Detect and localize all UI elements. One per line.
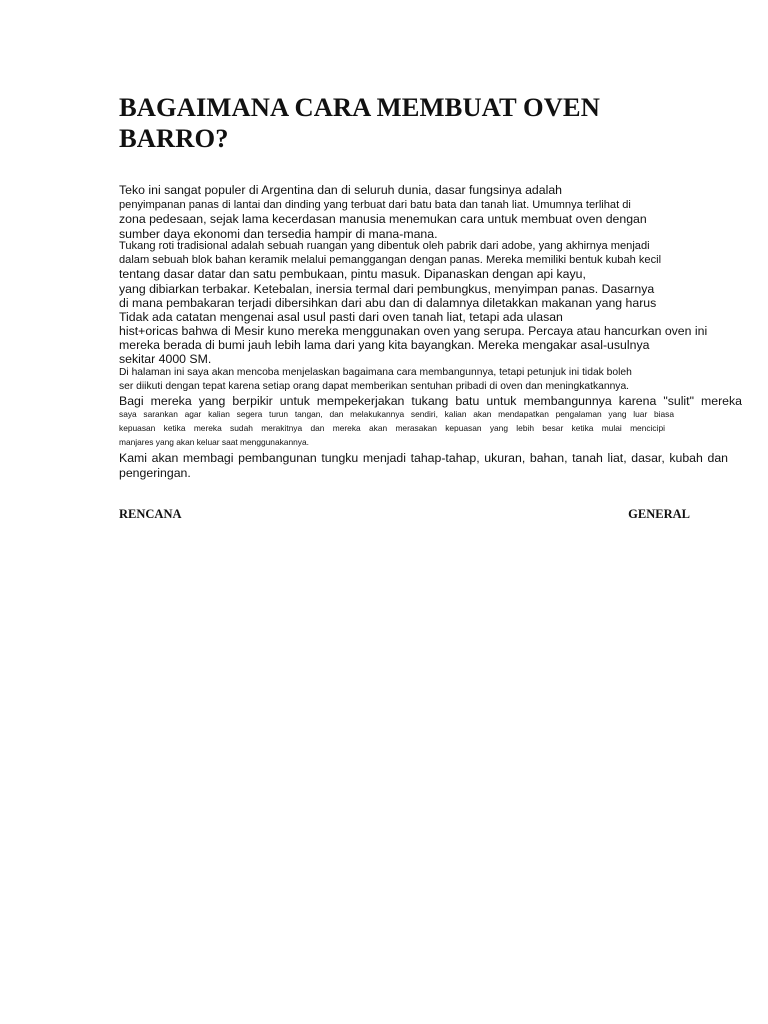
body-line: saya sarankan agar kalian segera turun tangan, dan melakukannya sendiri, kalian akan mendapatkan pengalaman yang luar biasa xyxy=(119,409,674,419)
section-heading-row xyxy=(119,507,690,521)
body-line: ser diikuti dengan tepat karena setiap orang dapat memberikan sentuhan pribadi di oven dan meningkatkannya. xyxy=(119,381,630,392)
body-line: dalam sebuah blok bahan keramik melalui pemanggangan dengan panas. Mereka memiliki bentuk kubah kecil xyxy=(119,254,662,266)
body-line: sekitar 4000 SM. xyxy=(119,352,212,366)
body-line: hist+oricas bahwa di Mesir kuno mereka menggunakan oven yang serupa. Percaya atau hancurkan oven ini xyxy=(119,324,708,338)
body-line: penyimpanan panas di lantai dan dinding yang terbuat dari batu bata dan tanah liat. Umumnya terlihat di xyxy=(119,199,631,211)
section-heading-left: RENCANA xyxy=(119,507,182,521)
section-heading-right: GENERAL xyxy=(628,507,690,521)
body-line: kepuasan ketika mereka sudah merakitnya dan mereka akan merasakan kepuasan yang lebih besar ketika mulai mencicipi xyxy=(119,423,665,433)
body-line: yang dibiarkan terbakar. Ketebalan, inersia termal dari pembungkus, menyimpan panas. Dasarnya xyxy=(119,282,655,296)
body-line: zona pedesaan, sejak lama kecerdasan manusia menemukan cara untuk membuat oven dengan xyxy=(119,212,647,226)
document-title: BAGAIMANA CARA MEMBUAT OVEN BARRO? xyxy=(119,92,600,153)
body-line: Tidak ada catatan mengenai asal usul pasti dari oven tanah liat, tetapi ada ulasan xyxy=(119,310,563,324)
body-line: Di halaman ini saya akan mencoba menjelaskan bagaimana cara membangunnya, tetapi petunjuk ini tidak boleh xyxy=(119,367,632,378)
body-line: di mana pembakaran terjadi dibersihkan dari abu dan di dalamnya diletakkan makanan yang harus xyxy=(119,296,657,310)
body-line: tentang dasar datar dan satu pembukaan, pintu masuk. Dipanaskan dengan api kayu, xyxy=(119,267,586,281)
body-line: Teko ini sangat populer di Argentina dan di seluruh dunia, dasar fungsinya adalah xyxy=(119,183,562,197)
body-line: sumber daya ekonomi dan tersedia hampir di mana-mana. xyxy=(119,227,438,241)
body-line: mereka berada di bumi jauh lebih lama dari yang kita bayangkan. Mereka mengakar asal-usulnya xyxy=(119,338,650,352)
body-line: Tukang roti tradisional adalah sebuah ruangan yang dibentuk oleh pabrik dari adobe, yang akhirnya menjadi xyxy=(119,240,650,252)
body-line: manjares yang akan keluar saat menggunakannya. xyxy=(119,437,309,447)
body-line: Bagi mereka yang berpikir untuk mempekerjakan tukang batu untuk membangunnya karena "sulit" mereka xyxy=(119,394,742,408)
body-line: pengeringan. xyxy=(119,466,191,480)
body-line: Kami akan membagi pembangunan tungku menjadi tahap-tahap, ukuran, bahan, tanah liat, dasar, kubah dan xyxy=(119,451,728,465)
